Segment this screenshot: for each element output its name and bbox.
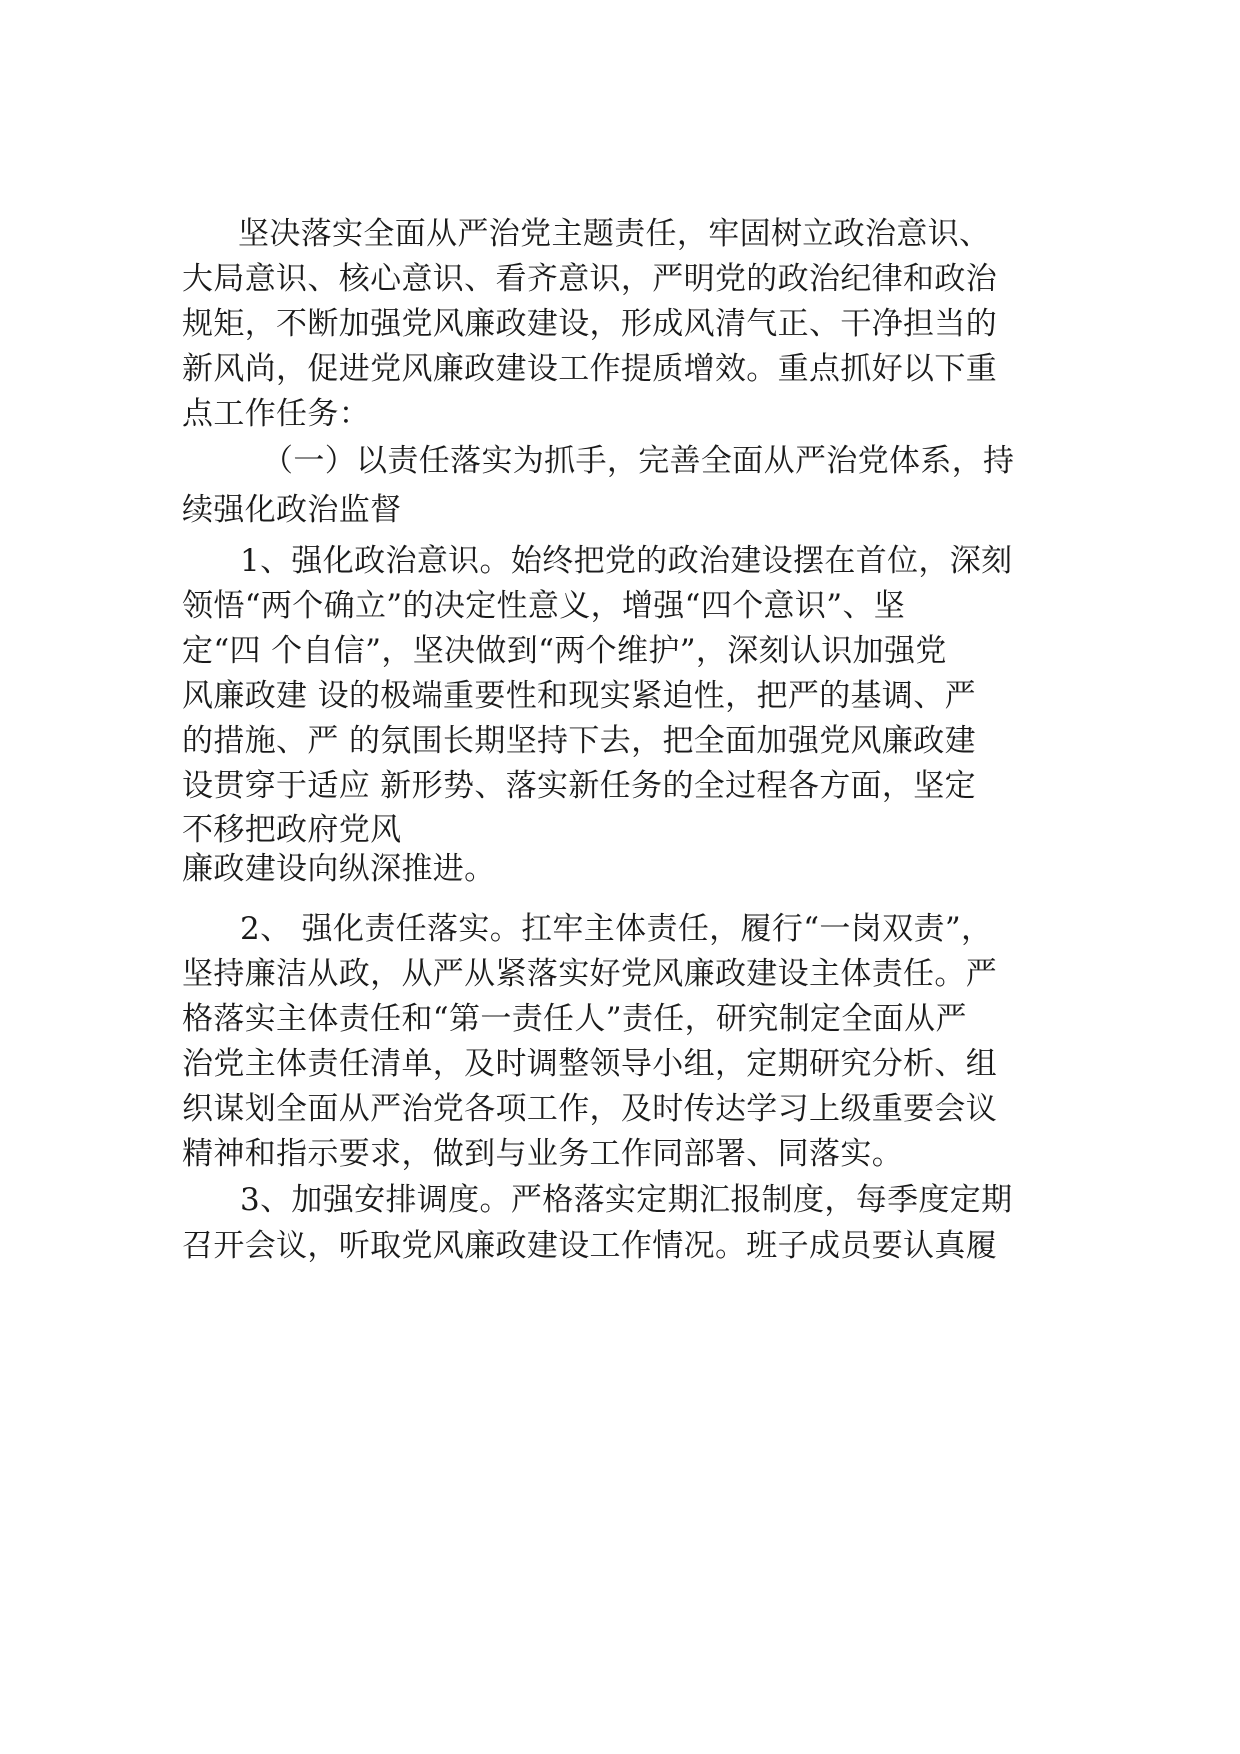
item-2-line-6: 精神和指示要求，做到与业务工作同部署、同落实。 (182, 1136, 904, 1172)
paragraph-1-line-5: 点工作任务： (182, 396, 371, 432)
paragraph-1-line-4: 新风尚，促进党风廉政建设工作提质增效。重点抓好以下重 (182, 351, 998, 387)
item-3-line-1: 3、加强安排调度。严格落实定期汇报制度，每季度定期 (240, 1182, 1013, 1218)
item-1-line-3: 定“四 个自信”，坚决做到“两个维护”，深刻认识加强党 (182, 633, 947, 669)
item-1-line-5: 的措施、严 的氛围长期坚持下去，把全面加强党风廉政建 (182, 723, 976, 759)
item-2-line-1: 2、 强化责任落实。扛牢主体责任，履行“一岗双责”， (240, 911, 993, 947)
item-2-line-5: 织谋划全面从严治党各项工作，及时传达学习上级重要会议 (182, 1091, 998, 1127)
item-1-line-4: 风廉政建 设的极端重要性和现实紧迫性，把严的基调、严 (182, 678, 976, 714)
paragraph-1-line-1: 坚决落实全面从严治党主题责任，牢固树立政治意识、 (238, 216, 991, 252)
section-heading-line-1: （一）以责任落实为抓手，完善全面从严治党体系，持 (262, 443, 1015, 479)
item-2-line-3: 格落实主体责任和“第一责任人”责任，研究制定全面从严 (182, 1001, 967, 1037)
item-1-line-1: 1、强化政治意识。始终把党的政治建设摆在首位，深刻 (240, 543, 1013, 579)
item-1-line-7: 不移把政府党风 (182, 812, 402, 848)
item-1-line-2: 领悟“两个确立”的决定性意义，增强“四个意识”、坚 (182, 588, 906, 624)
item-1-line-6: 设贯穿于适应 新形势、落实新任务的全过程各方面，坚定 (182, 768, 976, 804)
section-heading-line-2: 续强化政治监督 (182, 492, 402, 528)
paragraph-1-line-2: 大局意识、核心意识、看齐意识，严明党的政治纪律和政治 (182, 261, 998, 297)
item-3-line-2: 召开会议，听取党风廉政建设工作情况。班子成员要认真履 (182, 1228, 998, 1264)
item-2-line-4: 治党主体责任清单，及时调整领导小组，定期研究分析、组 (182, 1046, 998, 1082)
paragraph-1-line-3: 规矩，不断加强党风廉政建设，形成风清气正、干净担当的 (182, 306, 998, 342)
item-2-line-2: 坚持廉洁从政，从严从紧落实好党风廉政建设主体责任。严 (182, 956, 998, 992)
item-1-line-8: 廉政建设向纵深推进。 (182, 851, 496, 887)
